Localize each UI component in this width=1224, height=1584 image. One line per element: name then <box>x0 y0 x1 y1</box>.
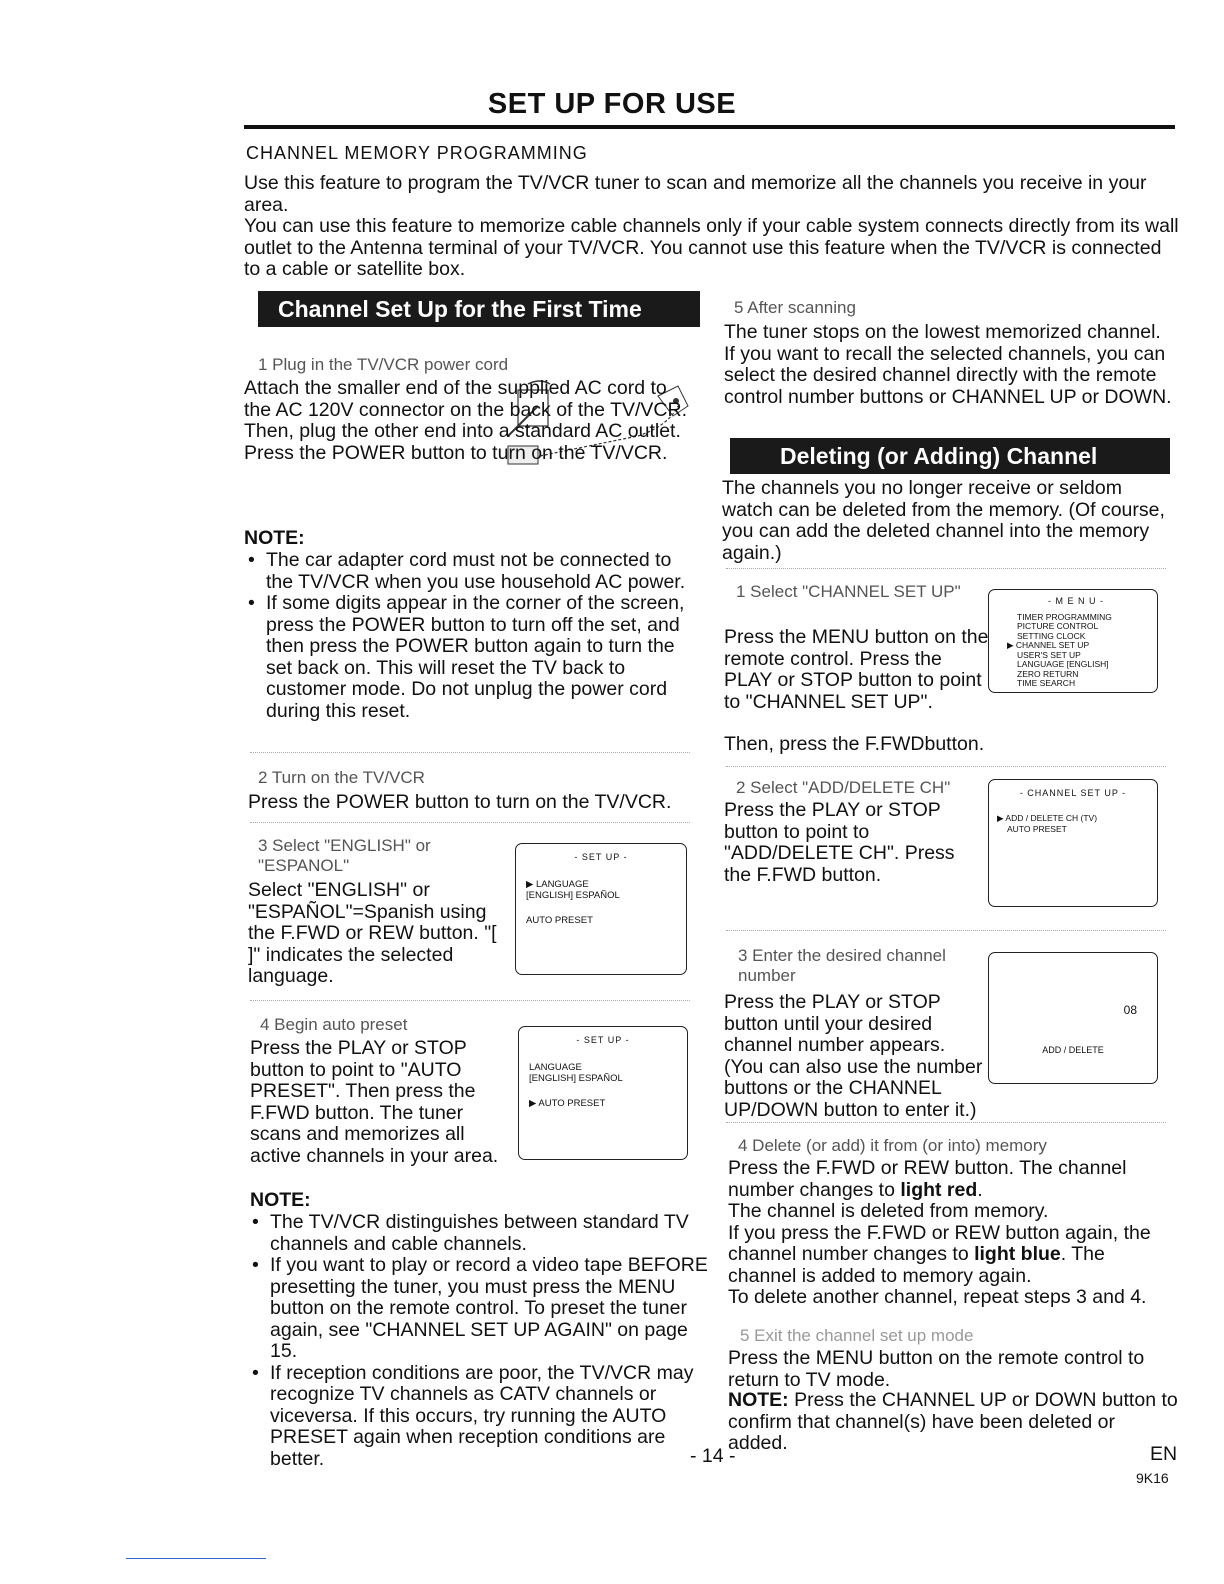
d4-text: . The channel is added to memory again. <box>728 1243 1105 1287</box>
divider <box>250 752 690 753</box>
screen-label: ADD / DELETE <box>1042 1045 1104 1055</box>
note-label: NOTE: <box>250 1189 311 1211</box>
d2-title: 2 Select "ADD/DELETE CH" <box>736 778 951 797</box>
d1-text: Press the MENU button on the remote control. Press the PLAY or STOP button to point to "CHANNEL SET UP". <box>724 626 989 713</box>
intro-paragraph: Use this feature to program the TV/VCR tuner to scan and memorize all the channels you receive in your area. <box>244 172 1147 216</box>
deleting-intro: The channels you no longer receive or seldom watch can be deleted from the memory. (Of course, you can add the deleted channel into the memory again.) <box>722 477 1165 564</box>
setup-screen-auto-preset <box>518 1026 688 1160</box>
menu-item: ▶ CHANNEL SET UP <box>1007 640 1090 650</box>
step1-body <box>244 378 699 464</box>
d4-body <box>728 1158 1176 1309</box>
screen-line: ▶ AUTO PRESET <box>529 1098 606 1109</box>
step4-title: 4 Begin auto preset <box>260 1015 408 1034</box>
light-red-label: light red <box>900 1178 978 1201</box>
step1-title: 1 Plug in the TV/VCR power cord <box>258 355 509 374</box>
d4-line: Press the F.FWD or REW button. The channel number changes to light red. <box>728 1157 1127 1201</box>
step3-title: 3 Select "ENGLISH" or "ESPANOL" <box>258 836 431 875</box>
d1-text-2: Then, press the F.FWDbutton. <box>724 733 985 755</box>
screen-header: - SET UP - <box>574 852 628 862</box>
language-code: EN <box>1150 1443 1178 1465</box>
screen-line: ▶ ADD / DELETE CH (TV) <box>997 813 1098 823</box>
screen-line: ▶ LANGUAGE <box>526 879 589 890</box>
note-label: NOTE: <box>244 527 305 549</box>
divider <box>726 766 1166 767</box>
page-title: SET UP FOR USE <box>487 88 737 120</box>
d5-text: Press the MENU button on the remote control to return to TV mode. <box>728 1347 1145 1391</box>
screen-line: [ENGLISH] ESPAÑOL <box>526 890 620 901</box>
divider <box>726 1122 1166 1123</box>
screen-header: - M E N U - <box>1048 596 1104 606</box>
footer-line <box>126 1558 266 1559</box>
d5-title: 5 Exit the channel set up mode <box>740 1326 974 1345</box>
final-note-text: Press the CHANNEL UP or DOWN button to confirm that channel(s) have been deleted or added. <box>728 1389 1178 1454</box>
section-heading: CHANNEL MEMORY PROGRAMMING <box>246 143 588 163</box>
list-item: • If some digits appear in the corner of the screen, press the POWER button to turn off the set, and then press the POWER button again to turn the set back on. This will reset the TV back to customer mode. Do not unplug the power cord during this reset. <box>246 593 701 722</box>
d4-line: To delete another channel, repeat steps 3 and 4. <box>728 1286 1147 1308</box>
channel-number: 08 <box>1123 1003 1137 1017</box>
menu-item: ZERO RETURN <box>1017 668 1079 679</box>
screen-header: - CHANNEL SET UP - <box>1019 788 1127 798</box>
d4-line <box>728 1223 1176 1288</box>
screen-line: AUTO PRESET <box>526 915 593 926</box>
d4-text: If you press the F.FWD or REW button again, the channel number changes to <box>728 1221 1151 1265</box>
menu-item: LANGUAGE [ENGLISH] <box>1017 659 1109 669</box>
screen-line: [ENGLISH] ESPAÑOL <box>529 1073 623 1084</box>
final-note <box>728 1390 1178 1455</box>
menu-item: SETTING CLOCK <box>1017 630 1086 641</box>
divider <box>250 1000 690 1001</box>
banner-first-time: Channel Set Up for the First Time <box>258 291 700 327</box>
d4-text: Press the F.FWD or REW button. The channel number changes to <box>728 1157 1127 1201</box>
banner-deleting: Deleting (or Adding) Channel <box>730 438 1170 474</box>
intro-text <box>244 173 1179 281</box>
menu-item: TIMER PROGRAMMING <box>1017 611 1112 622</box>
divider <box>726 568 1166 569</box>
step3-text: Select "ENGLISH" or "ESPAÑOL"=Spanish using the F.FWD or REW button. "[ ]" indicates the selected language. <box>248 879 497 987</box>
note-label: NOTE: <box>728 1389 789 1411</box>
d1-title: 1 Select "CHANNEL SET UP" <box>736 582 961 601</box>
menu-item: TIME SEARCH <box>1017 678 1076 688</box>
setup-screen-language <box>515 843 687 975</box>
menu-item: PICTURE CONTROL <box>1017 621 1099 631</box>
d2-text: Press the PLAY or STOP button to point to "ADD/DELETE CH". Press the F.FWD button. <box>724 799 955 886</box>
title-rule <box>244 125 1175 129</box>
step2-text: Press the POWER button to turn on the TV/VCR. <box>248 791 672 813</box>
screen-header: - SET UP - <box>576 1035 630 1045</box>
menu-item: USER'S SET UP <box>1017 649 1081 660</box>
notes2-list <box>250 1212 708 1470</box>
intro-paragraph: You can use this feature to memorize cable channels only if your cable system connects directly from its wall outlet to the Antenna terminal of your TV/VCR. You cannot use this feature when the TV/VCR is connected to a cable or satellite box. <box>244 215 1179 280</box>
list-item: • If reception conditions are poor, the TV/VCR may recognize TV channels as CATV channels or viceversa. If this occurs, try running the AUTO PRESET again when reception conditions are better. <box>250 1363 708 1471</box>
menu-screen <box>988 589 1158 693</box>
light-blue-label: light blue <box>974 1243 1061 1265</box>
list-item: • If you want to play or record a video tape BEFORE presetting the tuner, you must press the MENU button on the remote control. To preset the tuner again, see "CHANNEL SET UP AGAIN" on page 15. <box>250 1255 708 1363</box>
step4-text: Press the PLAY or STOP button to point to "AUTO PRESET". Then press the F.FWD button. The tuner scans and memorizes all active channels in your area. <box>250 1037 499 1167</box>
channel-setup-screen <box>988 779 1158 907</box>
d4-line: The channel is deleted from memory. <box>728 1200 1049 1222</box>
step5-text: The tuner stops on the lowest memorized channel. If you want to recall the selected channels, you can select the desired channel directly with the remote control number buttons or CHANNEL UP or DOWN. <box>724 321 1172 408</box>
step1-text: Attach the smaller end of the supplied AC cord to the AC 120V connector on the back of the TV/VCR. Then, plug the other end into a standard AC outlet. Press the POWER button to turn on the TV/VCR. <box>244 377 687 464</box>
screen-line: LANGUAGE <box>529 1062 582 1073</box>
d3-title: 3 Enter the desired channel number <box>738 946 946 985</box>
model-code: 9K16 <box>1136 1470 1169 1486</box>
d3-paragraph: Press the PLAY or STOP button until your desired channel number appears. (You can also use the number buttons or the CHANNEL UP/DOWN button to enter it.) <box>724 991 983 1121</box>
step2-title: 2 Turn on the TV/VCR <box>258 768 425 787</box>
screen-line: AUTO PRESET <box>1007 824 1067 834</box>
notes1-list <box>246 550 701 722</box>
divider <box>726 930 1166 931</box>
channel-number-screen <box>988 952 1158 1084</box>
list-item: • The car adapter cord must not be connected to the TV/VCR when you use household AC power. <box>246 550 701 593</box>
list-item: • The TV/VCR distinguishes between standard TV channels and cable channels. <box>250 1212 708 1255</box>
page-number: - 14 - <box>690 1445 736 1467</box>
divider <box>250 822 690 823</box>
step5-title: 5 After scanning <box>734 298 856 317</box>
d4-title: 4 Delete (or add) it from (or into) memory <box>738 1136 1047 1155</box>
